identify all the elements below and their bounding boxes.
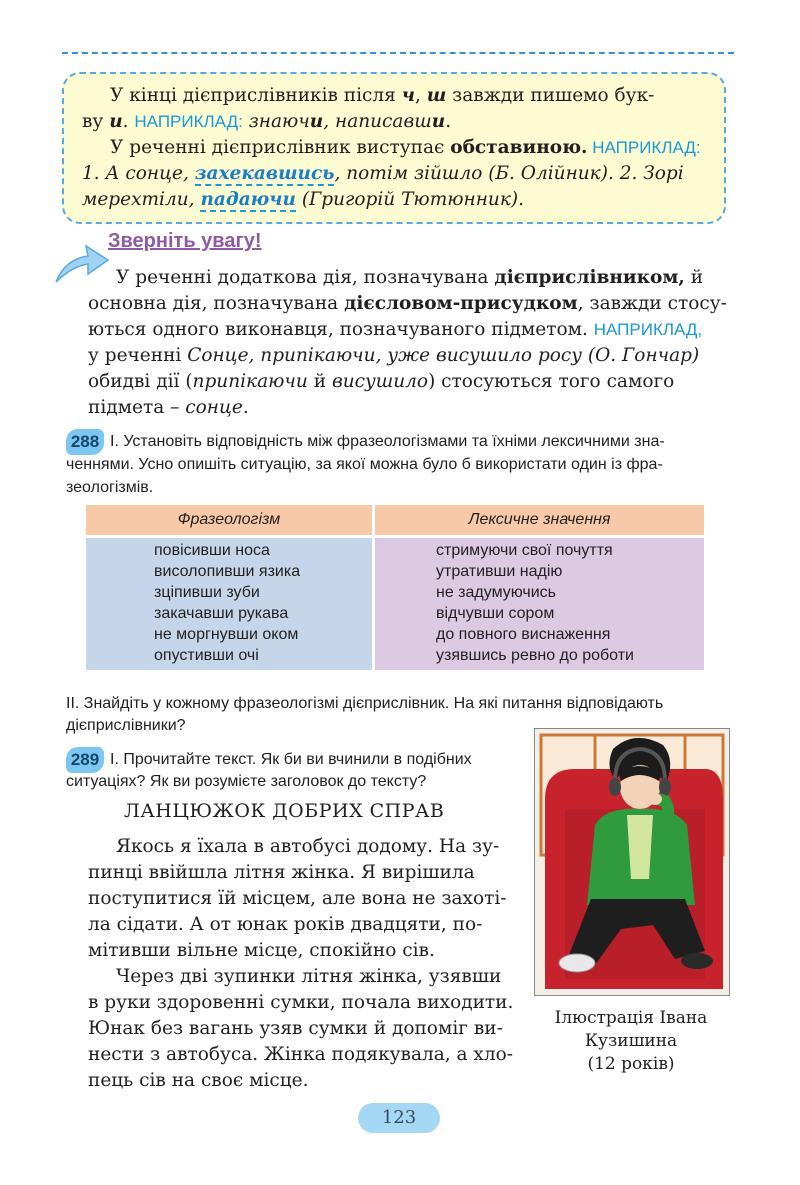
story-title: ЛАНЦЮЖОК ДОБРИХ СПРАВ — [124, 800, 445, 822]
ex288-part2-line-2: дієприслівники? — [66, 717, 186, 734]
page-number: 123 — [358, 1103, 440, 1133]
rule-line-1: У кінці дієприслівників після ч, ш завжди пишемо бук- — [110, 85, 655, 106]
exercise-number-289: 289 — [66, 747, 104, 773]
illustration-caption-line-1: Ілюстрація Івана — [554, 1008, 708, 1028]
exercise-number-288: 288 — [66, 429, 104, 455]
attention-title: Зверніть увагу! — [108, 230, 262, 252]
table-header-meaning: Лексичне значення — [375, 505, 704, 535]
attention-line-1: У реченні додаткова дія, позначувана дієприслівником, й — [116, 267, 704, 288]
ex289-line-2: ситуаціях? Як ви розумієте заголовок до тексту? — [66, 773, 427, 790]
story-line: поступитися їй місцем, але вона не захоті- — [88, 888, 507, 909]
rule-line-5: мерехтіли, падаючи (Григорій Тютюнник). — [82, 189, 524, 210]
attention-line-6: підмета – сонце. — [88, 397, 249, 418]
meaning-item: утративши надію — [436, 563, 563, 580]
story-line: нести з автобуса. Жінка подякувала, а хло- — [88, 1044, 514, 1065]
illustration-boy-on-bus — [534, 728, 730, 996]
illustration-caption-line-3: (12 років) — [587, 1054, 675, 1074]
table-column-phraseologisms — [86, 538, 372, 670]
rule-line-4: 1. А сонце, захекавшись, потім зійшло (Б. Олійник). 2. Зорі — [82, 163, 684, 184]
top-dashed-divider — [62, 52, 734, 54]
attention-line-4: у реченні Сонце, припікаючи, уже висушило росу (О. Гончар) — [88, 345, 700, 366]
phraseologism-item: опустивши очі — [154, 647, 259, 664]
table-header-phraseologism: Фразеологізм — [86, 505, 372, 535]
meaning-item: до повного виснаження — [436, 626, 611, 643]
attention-line-2: основна дія, позначувана дієсловом-присудком, завжди стосу- — [88, 293, 727, 314]
rule-line-3: У реченні дієприслівник виступає обставиною. НАПРИКЛАД: — [110, 137, 701, 158]
ex288-line-3: зеологізмів. — [66, 479, 154, 496]
attention-line-5: обидві дії (припікаючи й висушило) стосуються того самого — [88, 371, 675, 392]
phraseologism-item: зціпивши зуби — [154, 584, 260, 601]
meaning-item: відчувши сором — [436, 605, 555, 622]
ex289-line-1: І. Прочитайте текст. Як би ви вчинили в подібних — [110, 751, 472, 768]
ex288-part2-line-1: ІІ. Знайдіть у кожному фразеологізмі дієприслівник. На які питання відповідають — [66, 695, 664, 712]
illustration-drawing — [535, 729, 729, 995]
attention-line-3: ються одного виконавця, позначуваного підметом. НАПРИКЛАД, — [88, 319, 703, 340]
story-line: ла сідати. А от юнак років двадцяти, по- — [88, 914, 483, 935]
story-line: пинці ввійшла літня жінка. Я вирішила — [88, 862, 475, 883]
rule-line-2: ву и. НАПРИКЛАД: знаючи, написавши. — [82, 111, 452, 132]
attention-arrow-icon — [52, 236, 110, 288]
story-line: пець сів на своє місце. — [88, 1070, 309, 1091]
rule-box — [62, 72, 726, 224]
phraseologism-item: висолопивши язика — [154, 563, 301, 580]
ex288-line-1: І. Установіть відповідність між фразеологізмами та їхніми лексичними зна- — [110, 433, 665, 450]
illustration-caption-line-2: Кузишина — [584, 1031, 678, 1051]
story-line: мітивши вільне місце, спокійно сів. — [88, 940, 435, 961]
meaning-item: не задумуючись — [436, 584, 557, 601]
story-line: в руки здоровенні сумки, почала виходити. — [88, 992, 514, 1013]
meaning-item: узявшись ревно до роботи — [436, 647, 634, 664]
phraseologism-item: не моргнувши оком — [154, 626, 299, 643]
meaning-item: стримуючи свої почуття — [436, 542, 613, 559]
phraseologism-item: повісивши носа — [154, 542, 270, 559]
table-column-meanings — [375, 538, 704, 670]
ex288-line-2: ченнями. Усно опишіть ситуацію, за якої можна було б використати один із фра- — [66, 456, 663, 473]
phraseologism-item: закачавши рукава — [154, 605, 289, 622]
story-line: Якось я їхала в автобусі додому. На зу- — [116, 836, 500, 857]
story-line: Юнак без вагань узяв сумки й допоміг ви- — [88, 1018, 503, 1039]
story-line: Через дві зупинки літня жінка, узявши — [116, 966, 502, 987]
